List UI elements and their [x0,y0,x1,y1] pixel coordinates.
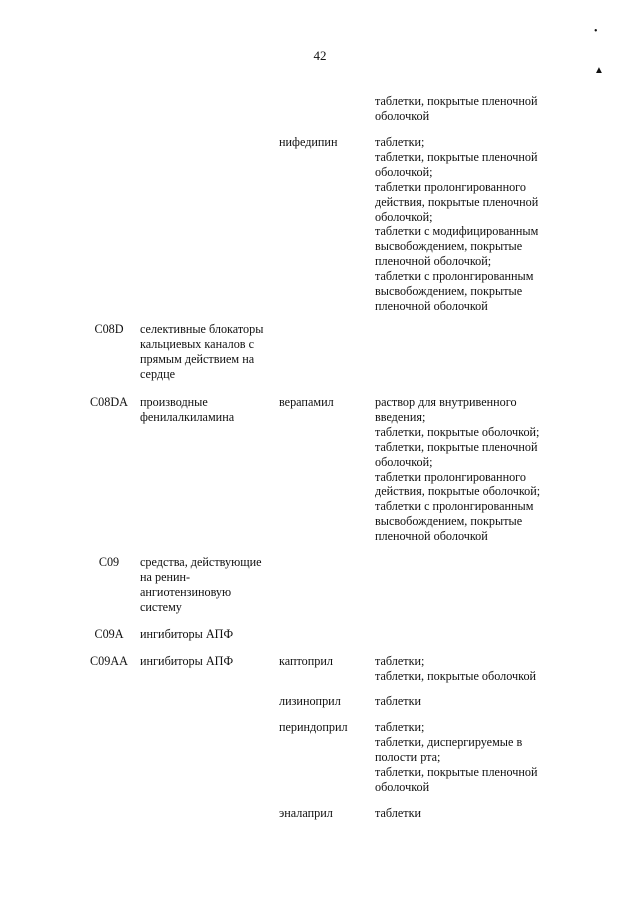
dosage-forms [375,806,421,821]
dosage-form-line: оболочкой [375,779,430,794]
dosage-form-line: введения; [375,409,426,424]
group-name-line: ангиотензиновую [140,584,232,599]
atc-group-name [140,322,275,382]
dosage-form-line: раствор для внутривенного [375,395,517,409]
dosage-form-line: таблетки пролонгированного [375,179,526,194]
dosage-form-line: таблетки, диспергируемые в [375,734,523,749]
dosage-form-line: высвобождением, покрытые [375,514,523,529]
dosage-form-line: пленочной оболочкой; [375,254,492,269]
group-name-line: на ренин- [140,569,191,584]
dosage-form-line: таблетки, покрытые пленочной [375,94,538,108]
dosage-form-line: оболочкой [375,108,430,123]
page-number: 42 [313,48,327,63]
atc-code: C08D [94,322,124,336]
atc-code: C09A [94,627,124,641]
dosage-form-line: таблетки; [375,720,425,734]
group-name-line: средства, действующие [140,555,262,569]
dosage-form-line: оболочкой; [375,454,433,469]
dosage-form-line: таблетки, покрытые пленочной [375,439,538,454]
drug-name: нифедипин [279,135,338,149]
dosage-form-line: оболочкой; [375,164,433,179]
dosage-form-line: высвобождением, покрытые [375,239,523,254]
dosage-form-line: таблетки пролонгированного [375,469,526,484]
atc-code: C08DA [90,395,128,409]
drug-name: лизиноприл [279,694,341,708]
group-name-line: кальциевых каналов с [140,336,255,351]
dosage-forms [375,720,538,795]
dosage-forms [375,135,538,314]
dosage-form-line: таблетки [375,694,422,708]
dosage-forms [375,395,540,544]
dosage-form-line: полости рта; [375,749,441,764]
scan-mark: • [594,26,598,37]
drug-name: периндоприл [279,720,348,734]
scan-mark: ▲ [594,65,604,76]
group-name-line: селективные блокаторы [140,322,264,336]
dosage-form-line: действия, покрытые оболочкой; [375,484,541,499]
dosage-forms [375,694,421,709]
dosage-form-line: оболочкой; [375,209,433,224]
group-name-line: фенилалкиламина [140,409,235,424]
group-name-line: систему [140,599,182,614]
group-name-line: ингибиторы АПФ [140,654,234,668]
dosage-form-line: действия, покрытые пленочной [375,194,539,209]
dosage-form-line: таблетки, покрытые пленочной [375,149,538,164]
dosage-form-line: таблетки с пролонгированным [375,499,534,514]
dosage-form-line: таблетки; [375,135,425,149]
dosage-form-line: высвобождением, покрытые [375,284,523,299]
atc-code: C09 [98,555,120,569]
group-name-line: ингибиторы АПФ [140,627,234,641]
drug-name: каптоприл [279,654,333,668]
dosage-form-line: таблетки с модифицированным [375,224,539,239]
dosage-form-line: таблетки с пролонгированным [375,269,534,284]
dosage-form-line: таблетки, покрытые оболочкой [375,668,537,683]
atc-group-name [140,555,275,615]
atc-group-name [140,627,275,642]
dosage-form-line: пленочной оболочкой [375,529,488,544]
group-name-line: сердце [140,366,176,381]
dosage-form-line: таблетки; [375,654,425,668]
dosage-form-line: таблетки [375,806,422,820]
dosage-form-line: таблетки, покрытые пленочной [375,764,538,779]
dosage-forms [375,654,536,684]
drug-name: эналаприл [279,806,333,820]
atc-group-name [140,654,275,669]
dosage-forms [375,94,538,124]
atc-group-name [140,395,275,425]
group-name-line: прямым действием на [140,351,255,366]
drug-name: верапамил [279,395,334,409]
dosage-form-line: пленочной оболочкой [375,298,488,313]
dosage-form-line: таблетки, покрытые оболочкой; [375,424,540,439]
atc-code: C09AA [90,654,128,668]
group-name-line: производные [140,395,208,409]
